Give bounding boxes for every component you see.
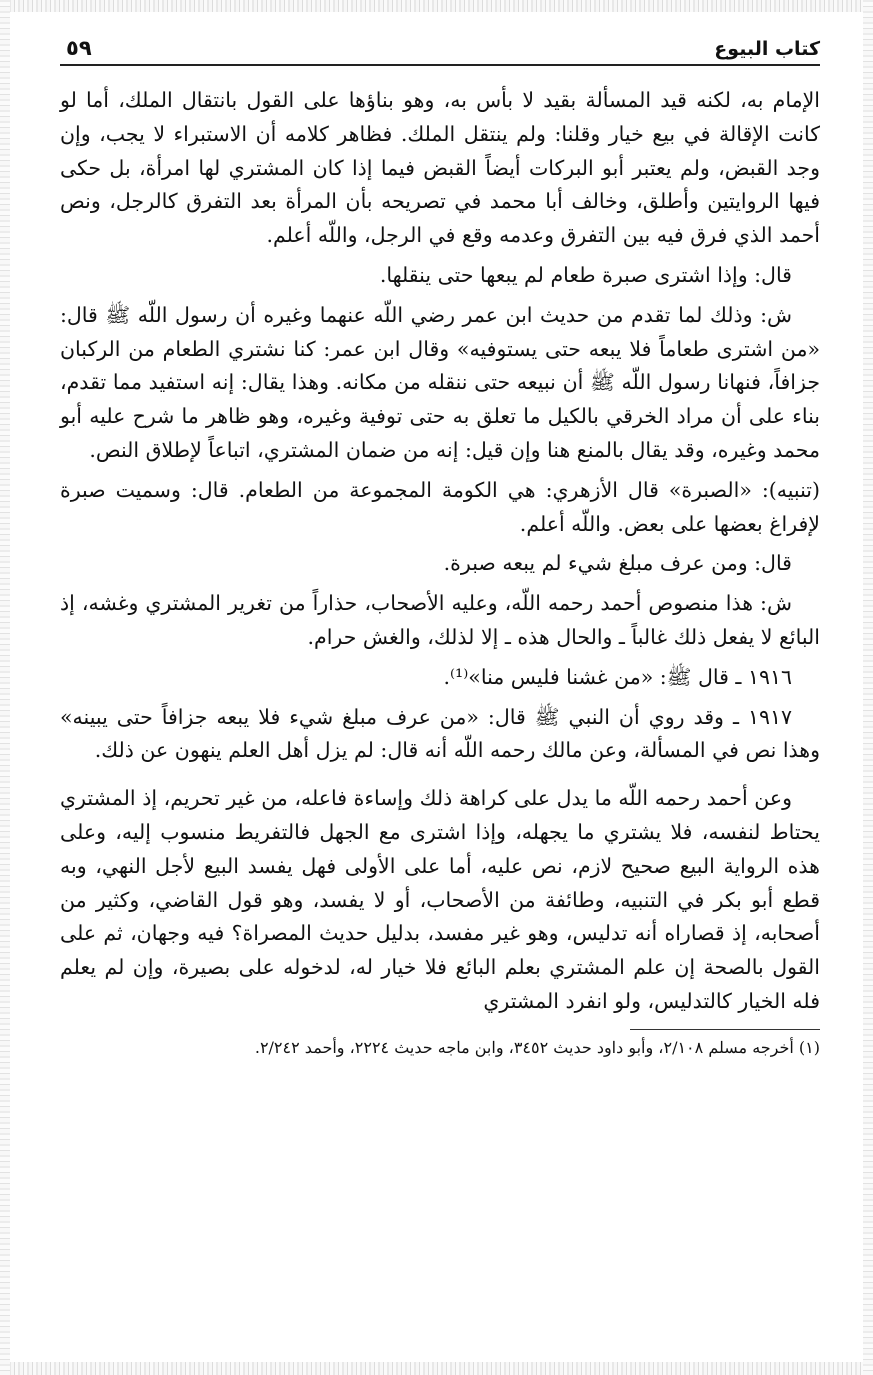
scan-border-bottom [0,1362,873,1375]
footnote-rule [630,1029,820,1030]
scan-border-top [0,0,873,12]
paragraph: ١٩١٦ ـ قال ﷺ: «من غشنا فليس منا»⁽¹⁾. [443,664,792,689]
paragraph: ش: وذلك لما تقدم من حديث ابن عمر رضي اللّه عنهما وغيره أن رسول اللّه ﷺ قال: «من اشترى طعاماً فلا يبعه حتى يستوفيه» وقال ابن عمر: كنا نشتري الطعام من الركبان جزافاً، فنهانا رسول اللّه ﷺ أن نبيعه حتى ننقله من مكانه. وهذا يقال: إنه استفيد مما تقدم، بناء على أن مراد الخرقي بالكيل ما تعلق به حتى توفية وغيره، وهو ظاهر ما شرح عليه أبو محمد وغيره، وقد يقال بالمنع هنا وإن قيل: إنه من ضمان المشتري، اتباعاً لإطلاق النص. [60,302,820,462]
header-rule [60,64,820,66]
paragraph: الإمام به، لكنه قيد المسألة بقيد لا بأس به، وهو بناؤها على القول بانتقال الملك، أما لو كانت الإقالة في بيع خيار وقلنا: ولم ينتقل الملك. فظاهر كلامه أن الاستبراء لا يجب، وإن وجد القبض، ولم يعتبر أبو البركات أيضاً القبض فيما إذا كان المشتري لها امرأة، بل حكى فيها الروايتين وأطلق، وخالف أبا محمد في تصريحه بأن المرأة بعد التفرق كالرجل، ونص أحمد الذي فرق فيه بين التفرق وعدمه وقع في الرجل، واللّه أعلم. [60,88,820,248]
page-number: ٥٩ [66,36,92,60]
paragraph: ش: هذا منصوص أحمد رحمه اللّه، وعليه الأصحاب، حذاراً من تغرير المشتري وغشه، إذ البائع لا يفعل ذلك غالباً ـ والحال هذه ـ إلا لذلك، والغش حرام. [60,591,820,649]
paragraph: ١٩١٧ ـ وقد روي أن النبي ﷺ قال: «من عرف مبلغ شيء فلا يبعه جزافاً حتى يبينه» وهذا نص في المسألة، وعن مالك رحمه اللّه أنه قال: لم يزل أهل العلم ينهون عن ذلك. [60,704,820,763]
book-page [60,30,820,1060]
footnote: (١) أخرجه مسلم ٢/١٠٨، وأبو داود حديث ٣٤٥٢، وابن ماجه حديث ٢٢٢٤، وأحمد ٢/٢٤٢. [254,1037,820,1057]
paragraph: قال: وإذا اشترى صبرة طعام لم يبعها حتى ينقلها. [379,262,792,287]
paragraph: قال: ومن عرف مبلغ شيء لم يبعه صبرة. [443,551,792,576]
scan-border-right [863,0,873,1375]
body-text [60,84,820,1019]
paragraph: (تنبيه): «الصبرة» قال الأزهري: هي الكومة المجموعة من الطعام. قال: وسميت صبرة لإفراغ بعضها على بعض. واللّه أعلم. [60,477,820,536]
scan-border-left [0,0,10,1375]
paragraph: وعن أحمد رحمه اللّه ما يدل على كراهة ذلك وإساءة فاعله، من غير تحريم، إذ المشتري يحتاط لنفسه، فلا يشتري ما يجهله، وإذا اشترى مع الجهل فالتفريط منسوب إليه، وعلى هذه الرواية البيع صحيح لازم، نص عليه، أما على الأولى فهل يفسد البيع لأجل النهي، وبه قطع أبو بكر في التنبيه، وطائفة من الأصحاب، أو لا يفسد، وهو قول القاضي، وكثير من أصحابه، إذ قصاراه أنه تدليس، وهو غير مفسد، بدليل حديث المصراة؟ فيه وجهان، ثم على القول بالصحة إن علم المشتري بعلم البائع فلا خيار له، لدخوله على بصيرة، وإن لم يعلم فله الخيار كالتدليس، ولو انفرد المشتري [60,786,820,1013]
running-head [60,30,820,64]
chapter-title: كتاب البيوع [714,38,820,60]
